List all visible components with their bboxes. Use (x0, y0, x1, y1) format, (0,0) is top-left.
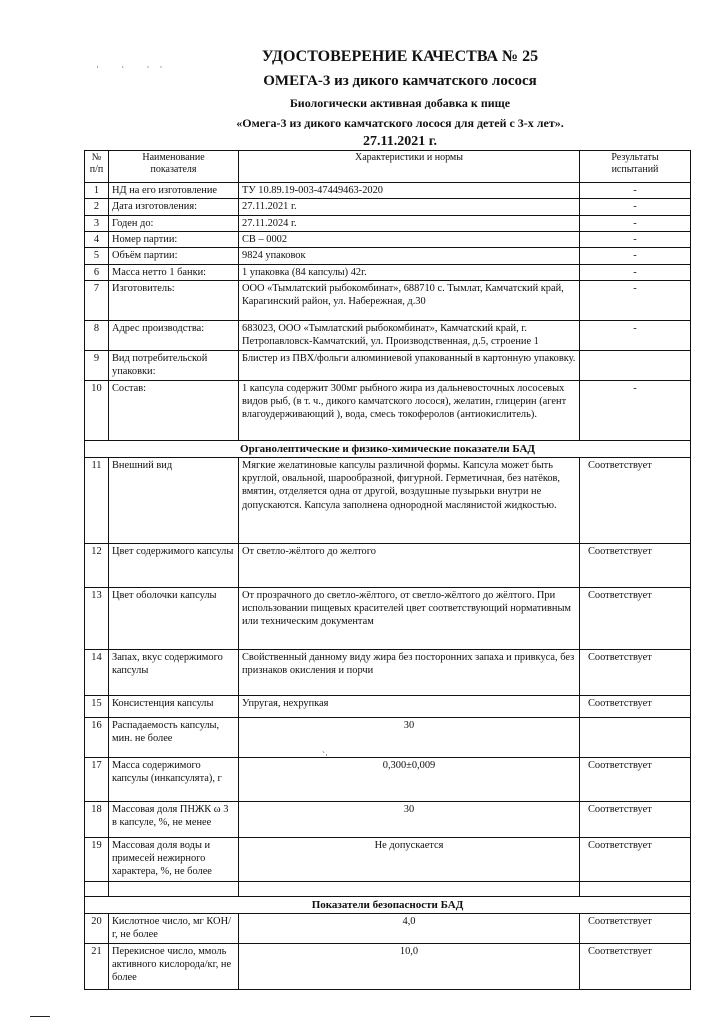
row-specification: 30 (239, 717, 580, 757)
row-result: Соответствует (580, 457, 691, 543)
row-number: 20 (85, 913, 109, 943)
row-result: Соответствует (580, 695, 691, 717)
section-row (85, 896, 691, 913)
row-indicator-name: Запах, вкус содержимого капсулы (109, 649, 239, 695)
product-name: ОМЕГА-3 из дикого камчатского лосося (263, 73, 537, 89)
header-name-text: Наименование показателя (142, 152, 205, 175)
row-indicator-name: Вид потребительской упаковки: (109, 350, 239, 380)
row-specification: ООО «Тымлатский рыбокомбинат», 688710 с. Тымлат, Камчатский край, Карагинский район, ул. Набережная, д.30 (239, 280, 580, 320)
row-specification: 1 капсула содержит 300мг рыбного жира из дальневосточных лососевых видов рыб, (в т. ч., дикого камчатского лосося), желатин, глицерин (агент влагоудерживающий ), вода, смесь токоферолов (антиокислитель). (239, 380, 580, 440)
row-result: - (580, 199, 691, 215)
row-result: - (580, 215, 691, 231)
row-indicator-name: Массовая доля ПНЖК ω 3 в капсуле, %, не менее (109, 801, 239, 837)
row-specification: От прозрачного до светло-жёлтого, от светло-жёлтого до жёлтого. При использовании пищевых красителей цвет соответствующий нормативным или техническим документам (239, 587, 580, 649)
table-row (85, 717, 691, 757)
row-specification: СВ – 0002 (239, 231, 580, 247)
row-number: 3 (85, 215, 109, 231)
row-number: 9 (85, 350, 109, 380)
table-row (85, 543, 691, 587)
row-number: 1 (85, 183, 109, 199)
table-row (85, 280, 691, 320)
row-indicator-name: Цвет оболочки капсулы (109, 587, 239, 649)
row-number: 15 (85, 695, 109, 717)
row-result: Соответствует (580, 837, 691, 881)
row-specification: 27.11.2024 г. (239, 215, 580, 231)
row-specification: Мягкие желатиновые капсулы различной формы. Капсула может быть круглой, овальной, шарообразной, фигурной. Герметичная, без натёков, вмятин, отделяется одна от другой, воздушные пузырьки внутри не допускаются. Капсула заполнена однородной маслянистой жидкостью. (239, 457, 580, 543)
table-row (85, 248, 691, 264)
table-row (85, 649, 691, 695)
scan-specks: · · ·· (96, 62, 173, 72)
row-result: Соответствует (580, 543, 691, 587)
row-indicator-name: Консистенция капсулы (109, 695, 239, 717)
row-result: - (580, 264, 691, 280)
row-number: 17 (85, 757, 109, 801)
section-row (85, 440, 691, 457)
spacer-cell (109, 881, 239, 896)
row-result: Соответствует (580, 757, 691, 801)
row-result: - (580, 183, 691, 199)
row-indicator-name: Изготовитель: (109, 280, 239, 320)
row-number: 6 (85, 264, 109, 280)
row-specification: 683023, ООО «Тымлатский рыбокомбинат», Камчатский край, г. Петропавловск-Камчатский, ул. Производственная, д.5, строение 1 (239, 320, 580, 350)
row-number: 4 (85, 231, 109, 247)
table-row (85, 350, 691, 380)
header-results (580, 151, 691, 183)
table-row (85, 320, 691, 350)
row-number: 18 (85, 801, 109, 837)
table-row (85, 199, 691, 215)
row-number: 8 (85, 320, 109, 350)
row-specification: ТУ 10.89.19-003-47449463-2020 (239, 183, 580, 199)
row-indicator-name: Объём партии: (109, 248, 239, 264)
row-specification: 27.11.2021 г. (239, 199, 580, 215)
table-row (85, 587, 691, 649)
row-result (580, 717, 691, 757)
header-name (109, 151, 239, 183)
row-specification: Не допускается (239, 837, 580, 881)
row-specification: Упругая, нехрупкая (239, 695, 580, 717)
row-result (580, 350, 691, 380)
row-specification: От светло-жёлтого до желтого (239, 543, 580, 587)
spacer-cell (239, 881, 580, 896)
footer-line (30, 1016, 50, 1017)
row-indicator-name: Кислотное число, мг КОН/г, не более (109, 913, 239, 943)
row-specification: Свойственный данному виду жира без посторонних запаха и привкуса, без признаков окисления и порчи (239, 649, 580, 695)
row-specification: 1 упаковка (84 капсулы) 42г. (239, 264, 580, 280)
table-row (85, 380, 691, 440)
spacer-cell (580, 881, 691, 896)
scan-mark: `· (322, 750, 328, 760)
table-row (85, 943, 691, 989)
row-result: - (580, 231, 691, 247)
row-result: - (580, 380, 691, 440)
table-row (85, 264, 691, 280)
table-row (85, 183, 691, 199)
document-title: УДОСТОВЕРЕНИЕ КАЧЕСТВА № 25 (261, 48, 539, 65)
row-indicator-name: Масса нетто 1 банки: (109, 264, 239, 280)
row-specification: 10,0 (239, 943, 580, 989)
row-specification: 30 (239, 801, 580, 837)
row-indicator-name: Цвет содержимого капсулы (109, 543, 239, 587)
table-header-row (85, 151, 691, 183)
row-result: Соответствует (580, 587, 691, 649)
row-number: 5 (85, 248, 109, 264)
row-specification: 0,300±0,009 (239, 757, 580, 801)
row-result: Соответствует (580, 943, 691, 989)
product-full-name: «Омега-3 из дикого камчатского лосося для детей с 3-х лет». (236, 116, 564, 130)
row-result: - (580, 248, 691, 264)
product-category: Биологически активная добавка к пище (289, 96, 511, 110)
row-number: 2 (85, 199, 109, 215)
quality-table (84, 150, 691, 990)
row-result: Соответствует (580, 649, 691, 695)
row-indicator-name: Состав: (109, 380, 239, 440)
table-row (85, 801, 691, 837)
section-title: Показатели безопасности БАД (85, 896, 691, 913)
document-date: 27.11.2021 г. (362, 134, 437, 149)
row-number: 21 (85, 943, 109, 989)
row-number: 12 (85, 543, 109, 587)
header-results-text: Результаты испытаний (611, 152, 659, 175)
table-row (85, 215, 691, 231)
row-indicator-name: НД на его изготовление (109, 183, 239, 199)
row-result: Соответствует (580, 801, 691, 837)
row-indicator-name: Дата изготовления: (109, 199, 239, 215)
row-indicator-name: Перекисное число, ммоль активного кислорода/кг, не более (109, 943, 239, 989)
row-number: 7 (85, 280, 109, 320)
header-num-text: № п/п (89, 152, 104, 175)
spacer-cell (85, 881, 109, 896)
row-indicator-name: Распадаемость капсулы, мин. не более (109, 717, 239, 757)
row-specification: 4,0 (239, 913, 580, 943)
row-indicator-name: Масса содержимого капсулы (инкапсулята), г (109, 757, 239, 801)
row-number: 10 (85, 380, 109, 440)
row-indicator-name: Массовая доля воды и примесей нежирного характера, %, не более (109, 837, 239, 881)
row-result: - (580, 320, 691, 350)
row-number: 14 (85, 649, 109, 695)
table-row (85, 231, 691, 247)
row-indicator-name: Адрес производства: (109, 320, 239, 350)
header-specs-text: Характеристики и нормы (355, 152, 463, 163)
row-indicator-name: Годен до: (109, 215, 239, 231)
table-row (85, 837, 691, 881)
row-result: - (580, 280, 691, 320)
table-row (85, 757, 691, 801)
row-number: 16 (85, 717, 109, 757)
table-row (85, 695, 691, 717)
table-body (85, 183, 691, 990)
row-specification: 9824 упаковок (239, 248, 580, 264)
table-row (85, 457, 691, 543)
header-specs (239, 151, 580, 183)
row-number: 13 (85, 587, 109, 649)
row-result: Соответствует (580, 913, 691, 943)
row-number: 11 (85, 457, 109, 543)
row-specification: Блистер из ПВХ/фольги алюминиевой упакованный в картонную упаковку. (239, 350, 580, 380)
table-row (85, 913, 691, 943)
row-indicator-name: Внешний вид (109, 457, 239, 543)
row-indicator-name: Номер партии: (109, 231, 239, 247)
row-number: 19 (85, 837, 109, 881)
section-title: Органолептические и физико-химические показатели БАД (85, 440, 691, 457)
header-num (85, 151, 109, 183)
spacer-row (85, 881, 691, 896)
